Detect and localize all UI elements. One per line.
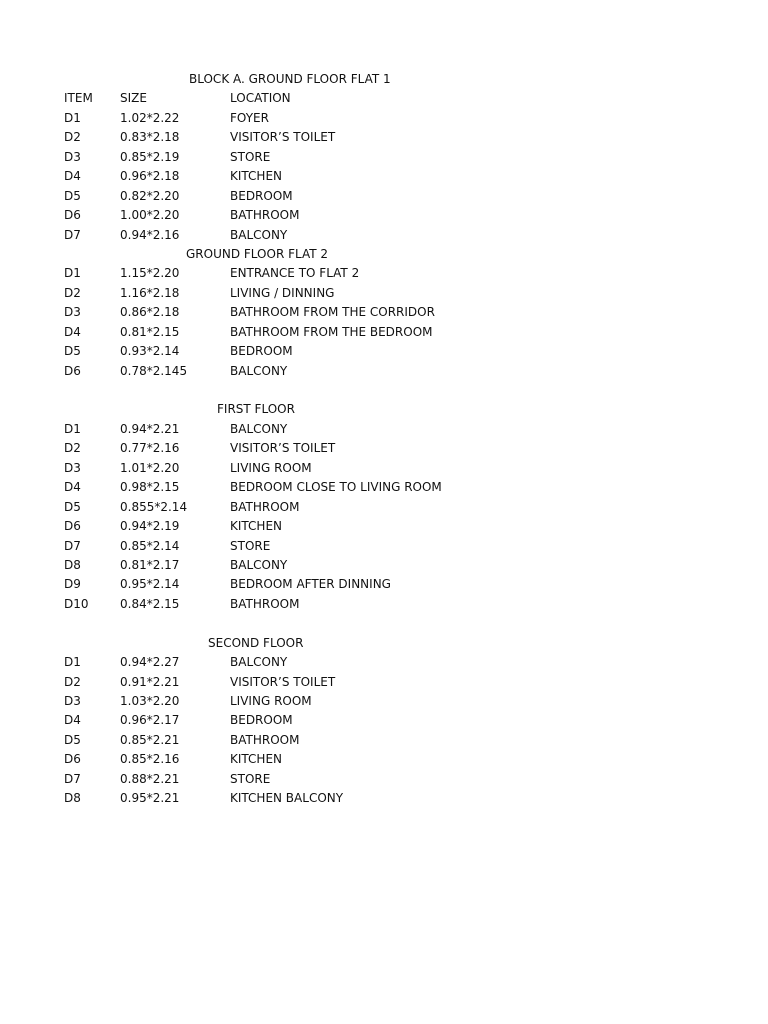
item-cell: D1 (64, 110, 81, 125)
table-row (0, 537, 768, 556)
item-cell: D1 (64, 266, 81, 281)
table-row (0, 303, 768, 322)
section-title-row (0, 245, 768, 264)
table-row (0, 226, 768, 245)
size-cell: 0.94*2.19 (120, 519, 180, 534)
header-size: SIZE (120, 91, 147, 106)
size-cell: 0.85*2.19 (120, 149, 180, 164)
table-row (0, 595, 768, 614)
table-row (0, 711, 768, 730)
item-cell: D3 (64, 694, 81, 708)
size-cell: 0.81*2.17 (120, 557, 180, 572)
table-row (0, 420, 768, 439)
size-cell: 1.00*2.20 (120, 208, 180, 223)
item-cell: D3 (64, 460, 81, 475)
location-cell: KITCHEN BALCONY (230, 791, 344, 806)
size-cell: 0.85*2.14 (120, 538, 180, 553)
section-rows (0, 264, 768, 381)
item-cell: D4 (64, 713, 81, 728)
table-row (0, 167, 768, 186)
location-cell: BALCONY (230, 227, 288, 242)
table-row (0, 653, 768, 672)
table-row (0, 750, 768, 769)
blank-row (0, 614, 768, 633)
item-cell: D6 (64, 208, 81, 223)
location-cell: KITCHEN (230, 752, 282, 767)
size-cell: 0.94*2.21 (120, 421, 180, 436)
size-cell: 0.95*2.14 (120, 577, 180, 592)
size-cell: 0.86*2.18 (120, 305, 180, 320)
section-rows (0, 420, 768, 614)
location-cell: FOYER (230, 110, 269, 125)
location-cell: BALCONY (230, 421, 288, 436)
item-cell: D7 (64, 771, 81, 786)
item-cell: D1 (64, 421, 81, 436)
size-cell: 1.02*2.22 (120, 110, 180, 125)
table-row (0, 264, 768, 283)
size-cell: 1.03*2.20 (120, 694, 180, 708)
table-row (0, 731, 768, 750)
location-cell: BEDROOM CLOSE TO LIVING ROOM (230, 480, 442, 495)
size-cell: 0.98*2.15 (120, 480, 180, 495)
table-row (0, 692, 768, 711)
size-cell: 0.95*2.21 (120, 791, 180, 806)
item-cell: D10 (64, 596, 89, 611)
item-cell: D9 (64, 577, 81, 592)
location-cell: ENTRANCE TO FLAT 2 (230, 266, 360, 281)
table-row (0, 517, 768, 536)
size-cell: 0.855*2.14 (120, 499, 188, 514)
header-item: ITEM (64, 91, 93, 106)
size-cell: 0.85*2.21 (120, 732, 180, 747)
item-cell: D3 (64, 305, 81, 320)
location-cell: KITCHEN (230, 169, 282, 184)
item-cell: D6 (64, 752, 81, 767)
location-cell: BALCONY (230, 363, 288, 378)
section-title-row (0, 70, 768, 89)
item-cell: D5 (64, 188, 81, 203)
item-cell: D4 (64, 169, 81, 184)
item-cell: D2 (64, 441, 81, 456)
location-cell: BEDROOM AFTER DINNING (230, 577, 391, 592)
location-cell: STORE (230, 771, 271, 786)
location-cell: KITCHEN (230, 519, 282, 534)
column-header-row (0, 89, 768, 108)
size-cell: 0.88*2.21 (120, 771, 180, 786)
location-cell: BATHROOM (230, 208, 300, 223)
item-cell: D2 (64, 674, 81, 689)
section-title: BLOCK A. GROUND FLOOR FLAT 1 (189, 72, 391, 86)
location-cell: LIVING ROOM (230, 694, 312, 708)
table-row (0, 206, 768, 225)
size-cell: 0.96*2.18 (120, 169, 180, 184)
header-location: LOCATION (230, 91, 291, 106)
item-cell: D4 (64, 324, 81, 339)
table-row (0, 498, 768, 517)
size-cell: 0.78*2.145 (120, 363, 188, 378)
door-schedule-sheet (0, 70, 768, 809)
blank-row (0, 381, 768, 400)
section-title: SECOND FLOOR (208, 635, 304, 650)
item-cell: D7 (64, 538, 81, 553)
size-cell: 0.96*2.17 (120, 713, 180, 728)
location-cell: BEDROOM (230, 713, 293, 728)
location-cell: BATHROOM (230, 596, 300, 611)
item-cell: D7 (64, 227, 81, 242)
table-row (0, 789, 768, 808)
size-cell: 0.85*2.16 (120, 752, 180, 767)
table-row (0, 187, 768, 206)
item-cell: D2 (64, 130, 81, 145)
table-row (0, 342, 768, 361)
table-row (0, 459, 768, 478)
size-cell: 1.16*2.18 (120, 285, 180, 300)
location-cell: LIVING ROOM (230, 460, 312, 475)
location-cell: BATHROOM (230, 732, 300, 747)
item-cell: D8 (64, 557, 81, 572)
item-cell: D6 (64, 363, 81, 378)
location-cell: STORE (230, 538, 271, 553)
item-cell: D5 (64, 732, 81, 747)
size-cell: 0.91*2.21 (120, 674, 180, 689)
size-cell: 0.94*2.27 (120, 655, 180, 670)
location-cell: BEDROOM (230, 188, 293, 203)
table-row (0, 673, 768, 692)
location-cell: VISITOR’S TOILET (230, 674, 336, 689)
location-cell: BATHROOM (230, 499, 300, 514)
item-cell: D3 (64, 149, 81, 164)
table-row (0, 439, 768, 458)
table-row (0, 770, 768, 789)
location-cell: BALCONY (230, 655, 288, 670)
location-cell: BEDROOM (230, 344, 293, 359)
size-cell: 0.83*2.18 (120, 130, 180, 145)
section-rows (0, 653, 768, 809)
item-cell: D4 (64, 480, 81, 495)
size-cell: 0.82*2.20 (120, 188, 180, 203)
size-cell: 0.94*2.16 (120, 227, 180, 242)
table-row (0, 323, 768, 342)
item-cell: D2 (64, 285, 81, 300)
table-row (0, 128, 768, 147)
item-cell: D8 (64, 791, 81, 806)
item-cell: D5 (64, 499, 81, 514)
table-row (0, 109, 768, 128)
section-title-row (0, 634, 768, 653)
section-rows (0, 109, 768, 245)
location-cell: VISITOR’S TOILET (230, 441, 336, 456)
table-row (0, 478, 768, 497)
size-cell: 0.81*2.15 (120, 324, 180, 339)
table-row (0, 575, 768, 594)
table-row (0, 284, 768, 303)
size-cell: 1.15*2.20 (120, 266, 180, 281)
item-cell: D1 (64, 655, 81, 670)
table-row (0, 556, 768, 575)
item-cell: D5 (64, 344, 81, 359)
table-row (0, 362, 768, 381)
location-cell: BALCONY (230, 557, 288, 572)
location-cell: BATHROOM FROM THE BEDROOM (230, 324, 433, 339)
location-cell: VISITOR’S TOILET (230, 130, 336, 145)
size-cell: 0.93*2.14 (120, 344, 180, 359)
section-title: GROUND FLOOR FLAT 2 (186, 246, 329, 261)
size-cell: 1.01*2.20 (120, 460, 180, 475)
section-title-row (0, 400, 768, 419)
location-cell: BATHROOM FROM THE CORRIDOR (230, 305, 435, 320)
item-cell: D6 (64, 519, 81, 534)
table-row (0, 148, 768, 167)
size-cell: 0.77*2.16 (120, 441, 180, 456)
size-cell: 0.84*2.15 (120, 596, 180, 611)
location-cell: STORE (230, 149, 271, 164)
location-cell: LIVING / DINNING (230, 285, 335, 300)
section-title: FIRST FLOOR (217, 402, 295, 417)
